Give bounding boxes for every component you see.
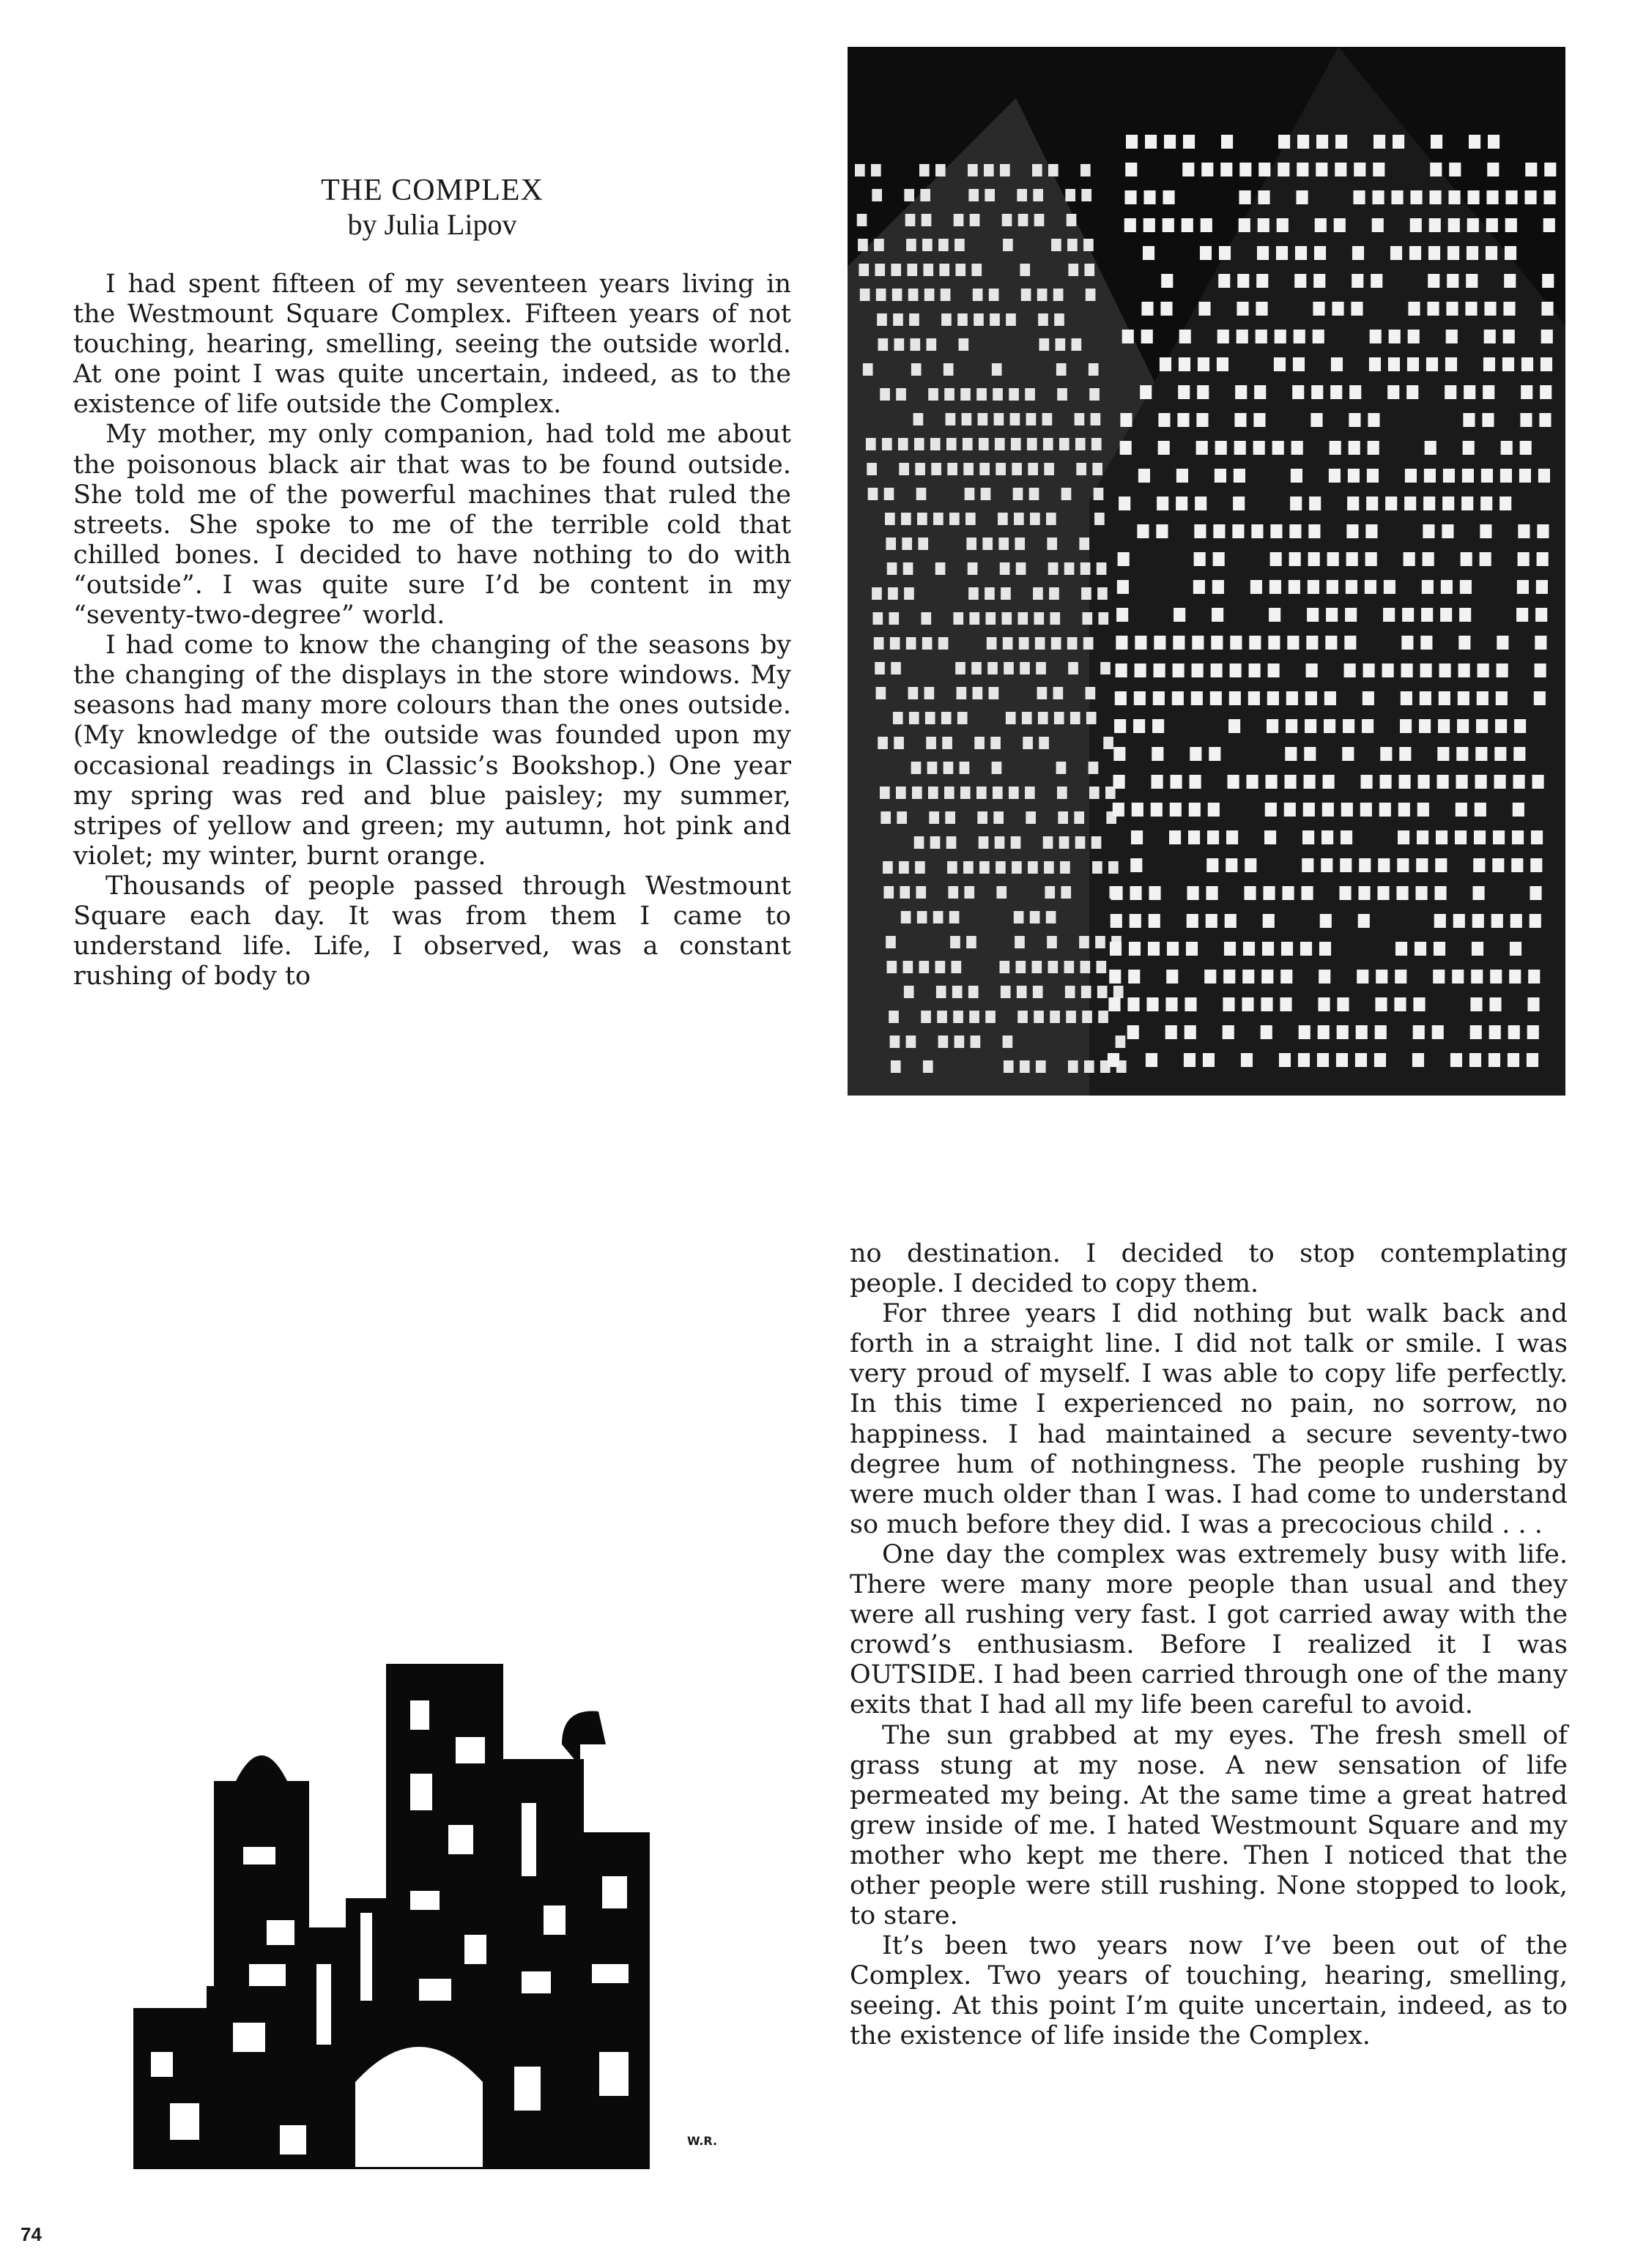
story-title: THE COMPLEX	[321, 174, 544, 207]
article-column-left	[73, 269, 791, 992]
artist-initials: W.R.	[687, 2134, 718, 2148]
skyscraper-night-photo	[848, 47, 1565, 1096]
paragraph: I had spent fifteen of my seventeen years living in the Westmount Square Complex. Fifteen years of not touching, hearing, smelling, seeing the outside world. At one point I was quite uncertain, indeed, as to the existence of life outside the Complex.	[73, 269, 791, 420]
paragraph: Thousands of people passed through Westmount Square each day. It was from them I came to understand life. Life, I observed, was a constant rushing of body to	[73, 871, 791, 992]
paragraph: I had come to know the changing of the seasons by the changing of the displays in the store windows. My seasons had many more colours than the ones outside. (My knowledge of the outside was founded upon my occasional readings in Classic’s Bookshop.) One year my spring was red and blue paisley; my summer, stripes of yellow and green; my autumn, hot pink and violet; my winter, burnt orange.	[73, 631, 791, 871]
paragraph: My mother, my only companion, had told me about the poisonous black air that was to be found outside. She told me of the powerful machines that ruled the streets. She spoke to me of the terrible cold that chilled bones. I decided to have nothing to do with “outside”. I was quite sure I’d be content in my “seventy-two-degree” world.	[73, 420, 791, 631]
article-column-right	[850, 1239, 1568, 2052]
paragraph: The sun grabbed at my eyes. The fresh smell of grass stung at my nose. A new sensation of life permeated my being. At the same time a great hatred grew inside of me. I hated Westmount Square and my mother who kept me there. Then I noticed that the other people were still rushing. None stopped to look, to stare.	[850, 1720, 1568, 1931]
paragraph: no destination. I decided to stop contemplating people. I decided to copy them.	[850, 1239, 1568, 1299]
paragraph: One day the complex was extremely busy with life. There were many more people than usual and they were all rushing very fast. I got carried away with the crowd’s enthusiasm. Before I realized it I was OUTSIDE. I had been carried through one of the many exits that I had all my life been careful to avoid.	[850, 1539, 1568, 1720]
page-number: 74	[21, 2223, 42, 2245]
story-byline: by Julia Lipov	[347, 208, 517, 241]
paragraph: It’s been two years now I’ve been out of the Complex. Two years of touching, hearing, smelling, seeing. At this point I’m quite uncertain, indeed, as to the existence of life inside the Complex.	[850, 1931, 1568, 2051]
building-ink-drawing	[133, 1657, 778, 2169]
paragraph: For three years I did nothing but walk back and forth in a straight line. I did not talk or smile. I was very proud of myself. I was able to copy life perfectly. In this time I experienced no pain, no sorrow, no happiness. I had maintained a secure seventy-two degree hum of nothingness. The people rushing by were much older than I was. I had come to understand so much before they did. I was a precocious child . . .	[850, 1299, 1568, 1539]
